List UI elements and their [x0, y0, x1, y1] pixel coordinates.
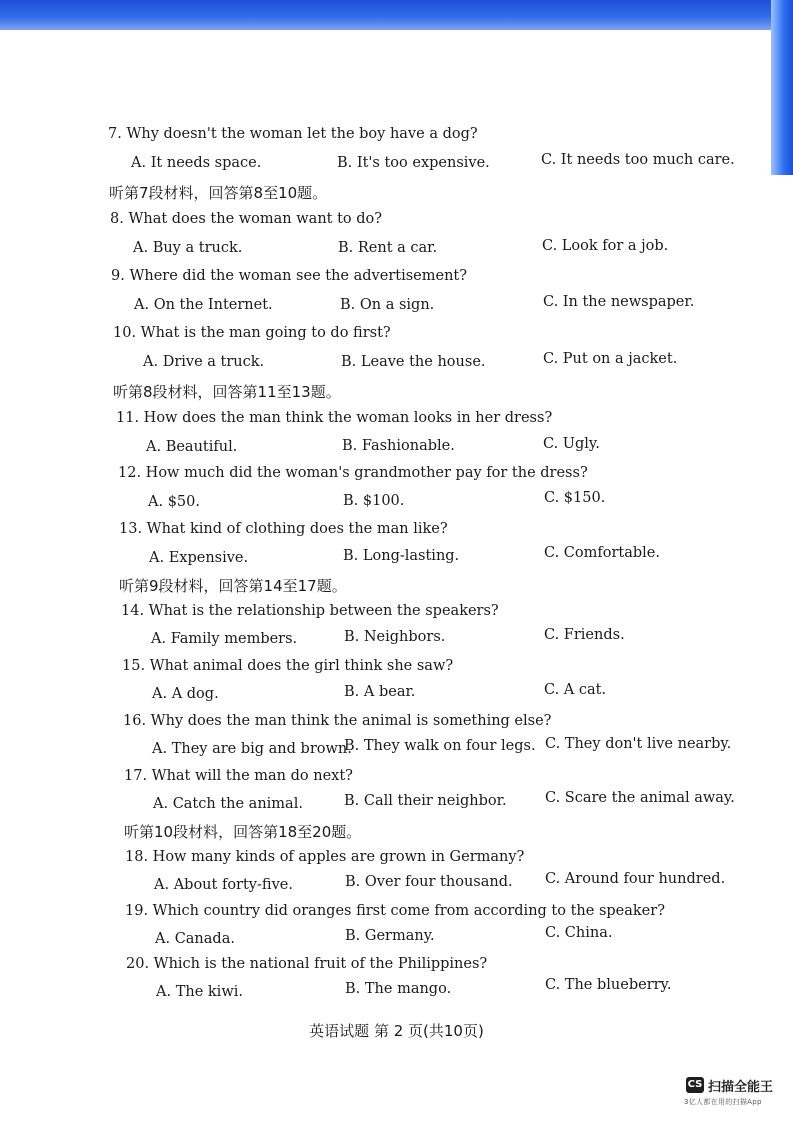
option-11c: C. Ugly.: [543, 436, 600, 452]
camscanner-tagline: 3亿人都在用的扫描App: [684, 1098, 762, 1106]
question-9: 9. Where did the woman see the advertisement?: [111, 268, 468, 284]
option-13a: A. Expensive.: [149, 550, 249, 566]
question-15: 15. What animal does the girl think she saw?: [122, 658, 454, 674]
option-19a: A. Canada.: [155, 931, 235, 947]
question-18: 18. How many kinds of apples are grown in Germany?: [125, 849, 525, 865]
option-12b: B. $100.: [343, 493, 405, 509]
question-16: 16. Why does the man think the animal is something else?: [123, 713, 552, 729]
question-14: 14. What is the relationship between the speakers?: [121, 603, 499, 619]
camscanner-logo-icon: CS: [686, 1077, 704, 1093]
option-20a: A. The kiwi.: [156, 984, 243, 1000]
option-14b: B. Neighbors.: [344, 629, 446, 645]
section-header-7: 听第7段材料，回答第8至10题。: [109, 184, 328, 202]
option-18c: C. Around four hundred.: [545, 871, 726, 887]
page-footer: 英语试题 第 2 页(共10页): [309, 1022, 484, 1040]
option-8b: B. Rent a car.: [338, 240, 438, 256]
option-9c: C. In the newspaper.: [543, 294, 695, 310]
option-7a: A. It needs space.: [131, 155, 262, 171]
option-13c: C. Comfortable.: [544, 545, 660, 561]
option-15a: A. A dog.: [152, 686, 219, 702]
question-7: 7. Why doesn't the woman let the boy have a dog?: [108, 126, 478, 142]
question-19: 19. Which country did oranges first come from according to the speaker?: [125, 903, 665, 919]
option-10a: A. Drive a truck.: [143, 354, 265, 370]
option-19b: B. Germany.: [345, 928, 435, 944]
option-15c: C. A cat.: [544, 682, 607, 698]
option-12c: C. $150.: [544, 490, 606, 506]
option-18b: B. Over four thousand.: [345, 874, 513, 890]
option-8c: C. Look for a job.: [542, 238, 669, 254]
option-19c: C. China.: [545, 925, 613, 941]
option-7b: B. It's too expensive.: [337, 155, 490, 171]
option-11b: B. Fashionable.: [342, 438, 455, 454]
option-17c: C. Scare the animal away.: [545, 790, 735, 806]
question-20: 20. Which is the national fruit of the Philippines?: [126, 956, 488, 972]
section-header-8: 听第8段材料，回答第11至13题。: [113, 383, 341, 401]
option-8a: A. Buy a truck.: [133, 240, 243, 256]
option-16b: B. They walk on four legs.: [344, 738, 536, 754]
option-10c: C. Put on a jacket.: [543, 351, 678, 367]
option-15b: B. A bear.: [344, 684, 416, 700]
option-17b: B. Call their neighbor.: [344, 793, 507, 809]
question-10: 10. What is the man going to do first?: [113, 325, 391, 341]
question-17: 17. What will the man do next?: [124, 768, 353, 784]
option-14c: C. Friends.: [544, 627, 625, 643]
option-9b: B. On a sign.: [340, 297, 435, 313]
option-12a: A. $50.: [148, 494, 200, 510]
question-8: 8. What does the woman want to do?: [110, 211, 383, 227]
question-12: 12. How much did the woman's grandmother pay for the dress?: [118, 465, 588, 481]
option-9a: A. On the Internet.: [134, 297, 273, 313]
camscanner-name: 扫描全能王: [708, 1080, 774, 1095]
option-11a: A. Beautiful.: [146, 439, 238, 455]
option-7c: C. It needs too much care.: [541, 152, 735, 168]
option-18a: A. About forty-five.: [154, 877, 293, 893]
question-13: 13. What kind of clothing does the man like?: [119, 521, 448, 537]
option-16c: C. They don't live nearby.: [545, 736, 732, 752]
option-16a: A. They are big and brown.: [152, 741, 352, 757]
option-20b: B. The mango.: [345, 981, 452, 997]
question-11: 11. How does the man think the woman looks in her dress?: [116, 410, 553, 426]
option-20c: C. The blueberry.: [545, 977, 672, 993]
option-10b: B. Leave the house.: [341, 354, 486, 370]
section-header-9: 听第9段材料，回答第14至17题。: [119, 577, 347, 595]
option-17a: A. Catch the animal.: [153, 796, 303, 812]
option-13b: B. Long-lasting.: [343, 548, 460, 564]
section-header-10: 听第10段材料，回答第18至20题。: [124, 823, 362, 841]
option-14a: A. Family members.: [151, 631, 298, 647]
